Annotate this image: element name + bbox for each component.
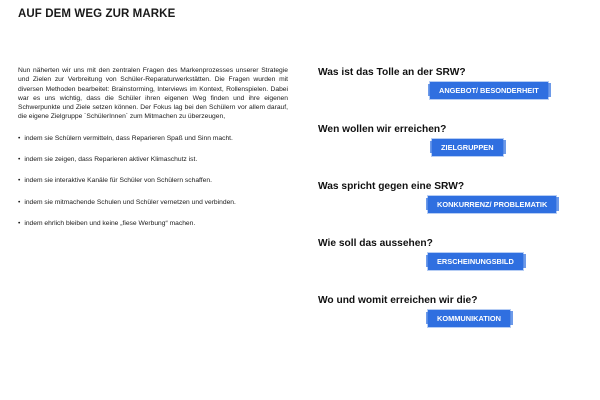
- question-heading: Wie soll das aussehen?: [318, 238, 433, 249]
- tag-label: ZIELGRUPPEN: [432, 139, 503, 156]
- question-heading: Wen wollen wir erreichen?: [318, 124, 447, 135]
- list-item: • indem sie zeigen, dass Reparieren aktiver Klimaschutz ist.: [18, 155, 288, 164]
- question-block: [318, 123, 568, 180]
- question-block: [318, 237, 568, 294]
- tag-label: KONKURRENZ/ PROBLEMATIK: [428, 196, 556, 213]
- list-item: • indem sie interaktive Kanäle für Schüler von Schülern schaffen.: [18, 176, 288, 185]
- intro-paragraph: Nun näherten wir uns mit den zentralen Fragen des Markenprozesses unserer Strategie und Zielen zur Verbreitung von Schüler-Reparaturwerkstätten. Die Fragen wurden mit diversen Methoden bearbeitet: Brainstorming, Interviews im Kontext, Rollenspielen. Dabei war es uns wichtig, dass die Schüler ihren eigenen Weg finden und ihre eigenen Schwerpunkte und Ziele setzen können. Der Fokus lag bei den Schülern vor allem darauf, die eigene Zielgruppe ´SchülerInnen´ zum Mitmachen zu überzeugen,: [18, 67, 288, 121]
- question-column: [318, 66, 568, 351]
- list-item: • indem sie mitmachende Schulen und Schüler vernetzen und verbinden.: [18, 198, 288, 207]
- question-heading: Was ist das Tolle an der SRW?: [318, 67, 466, 78]
- body-text-column: [18, 66, 288, 240]
- bullet-list: [18, 134, 288, 228]
- question-block: [318, 66, 568, 123]
- tag-label: KOMMUNIKATION: [428, 310, 510, 327]
- tag-label: ERSCHEINUNGSBILD: [428, 253, 523, 270]
- question-heading: Was spricht gegen eine SRW?: [318, 181, 465, 192]
- list-item: • indem sie Schülern vermitteln, dass Reparieren Spaß und Sinn macht.: [18, 134, 288, 143]
- tag-label: ANGEBOT/ BESONDERHEIT: [430, 82, 548, 99]
- page-title: AUF DEM WEG ZUR MARKE: [18, 8, 176, 20]
- list-item: • indem ehrlich bleiben und keine „fiese Werbung“ machen.: [18, 219, 288, 228]
- question-block: [318, 294, 568, 351]
- question-heading: Wo und womit erreichen wir die?: [318, 295, 478, 306]
- question-block: [318, 180, 568, 237]
